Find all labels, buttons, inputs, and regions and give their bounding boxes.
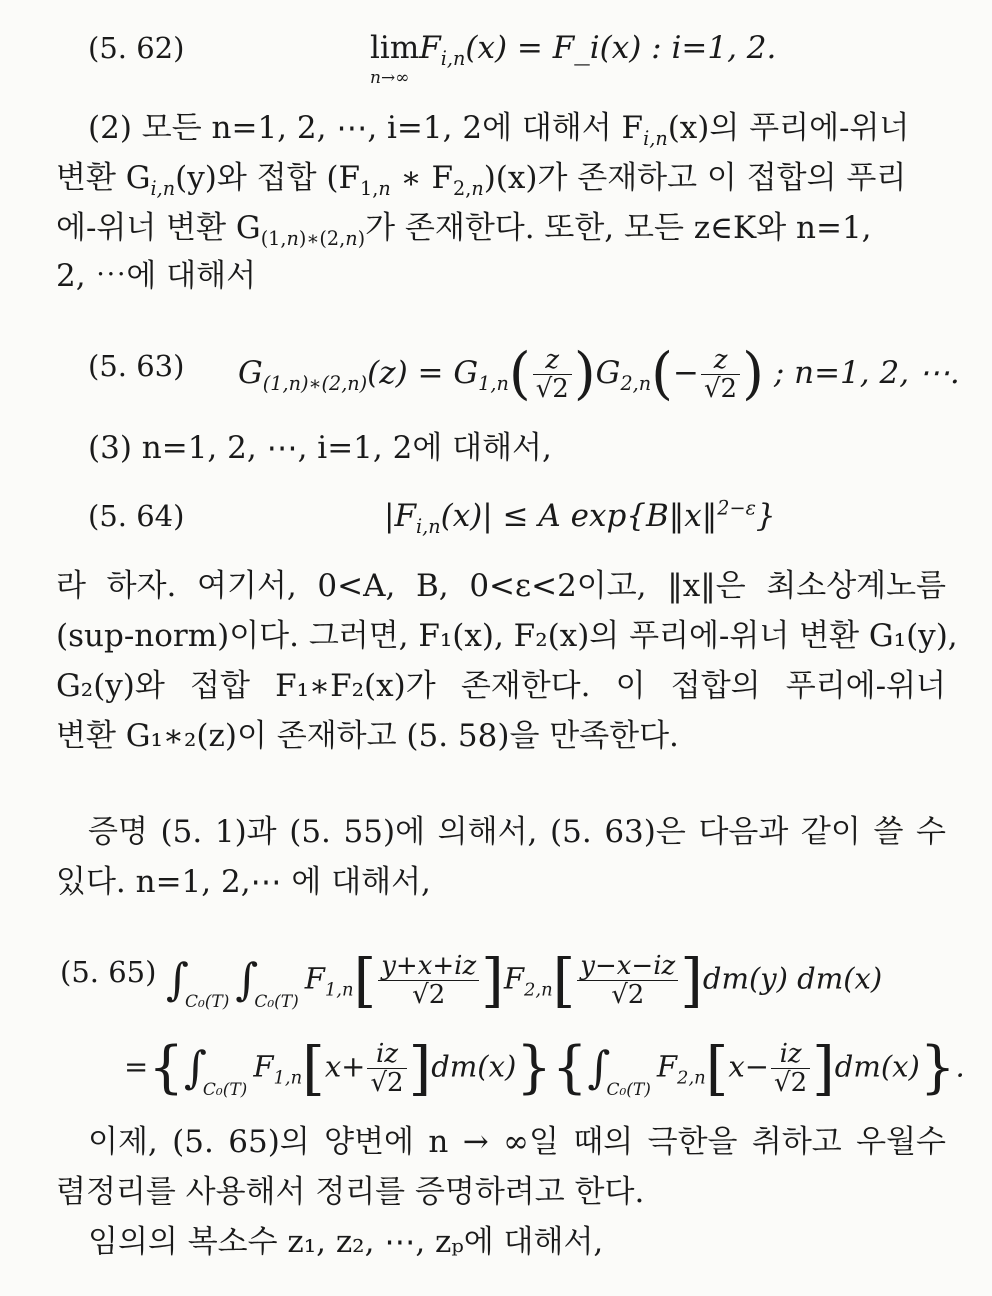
paragraph-line: 에-위너 변환 $G_{(1,n)∗(2,n)}$가 존재한다. 또한, 모든 z∈K와 n=1, (56, 210, 872, 251)
fraction: $\frac{z}{√2}$ (701, 346, 740, 403)
equation-5-64: $|F_{i,n}(x)| \le A$ exp{B‖x‖$^{2-\varepsilon}$} (384, 496, 776, 539)
paragraph-line: (3) n=1, 2, ⋯, i=1, 2에 대해서, (88, 430, 552, 466)
proof-line: 증명 (5. 1)과 (5. 55)에 의해서, (5. 63)은 다음과 같이 쓸 수 (88, 814, 946, 850)
equation-number-5-64: (5. 64) (88, 499, 185, 533)
equation-5-63: $G_{(1,n)∗(2,n)}(z) = G_{1,n}$( $\frac{z}{√2}$ )$G_{2,n}(-$ $\frac{z}{√2}$ ) ; n=1, 2, ⋯. (238, 341, 960, 407)
paragraph-line: 2, ⋯에 대해서 (56, 258, 257, 294)
equation-number-5-62: (5. 62) (88, 31, 185, 65)
paragraph-line: (sup-norm)이다. 그러면, F₁(x), F₂(x)의 푸리에-위너 변환 G₁(y), (56, 618, 958, 654)
fraction: $\frac{y+x+iz}{√2}$ (378, 952, 479, 1009)
equation-number-5-63: (5. 63) (88, 349, 185, 383)
fraction: $\frac{iz}{√2}$ (367, 1040, 406, 1097)
paragraph-line: (2) 모든 n=1, 2, ⋯, i=1, 2에 대해서 $F_{i,n}(x)$의 푸리에-위너 (88, 110, 910, 151)
fraction: $\frac{iz}{√2}$ (771, 1040, 810, 1097)
equation-number-5-65: (5. 65) (60, 955, 157, 989)
paragraph-line: 이제, (5. 65)의 양변에 n → ∞일 때의 극한을 취하고 우월수 (88, 1124, 946, 1160)
paragraph-line: 임의의 복소수 z₁, z₂, ⋯, zₚ에 대해서, (88, 1224, 604, 1260)
limit-operator: lim n→∞ (370, 30, 420, 88)
paragraph-line: 라 하자. 여기서, 0<A, B, 0<ε<2이고, ‖x‖은 최소상계노름 (56, 568, 946, 604)
paragraph-line: 렴정리를 사용해서 정리를 증명하려고 한다. (56, 1174, 645, 1210)
fraction: $\frac{z}{√2}$ (533, 346, 572, 403)
proof-line: 있다. n=1, 2,⋯ 에 대해서, (56, 864, 431, 900)
equation-5-65-line2: $=\{\int_{C_0(T)}F_{1,n}[x+$ $\frac{iz}{√2}$ ]$dm(x)\}\{\int_{C_0(T)}F_{2,n}[x-$ $\frac{iz}{√2}$ ]dm(x)}. (124, 1034, 965, 1103)
paragraph-line: 변환 G₁∗₂(z)이 존재하고 (5. 58)을 만족한다. (56, 718, 679, 754)
equation-5-62: lim n→∞ $F_{i,n}(x)$ = F_i(x) : i=1, 2. (370, 30, 777, 88)
equation-5-65-line1: $\int_{C_0(T)}$ $\int_{C_0(T)}F_{1,n}$[ $\frac{y+x+iz}{√2}$ ]$F_{2,n}$[ $\frac{y-x-iz}{√2}$ ]dm(y) dm(x) (166, 946, 883, 1015)
paragraph-line: 변환 $G_{i,n}(y)$와 접합 ($F_{1,n}$ ∗ $F_{2,n})(x)$가 존재하고 이 접합의 푸리 (56, 160, 907, 201)
fraction: $\frac{y-x-iz}{√2}$ (577, 952, 678, 1009)
paragraph-line: G₂(y)와 접합 F₁∗F₂(x)가 존재한다. 이 접합의 푸리에-위너 (56, 668, 946, 704)
